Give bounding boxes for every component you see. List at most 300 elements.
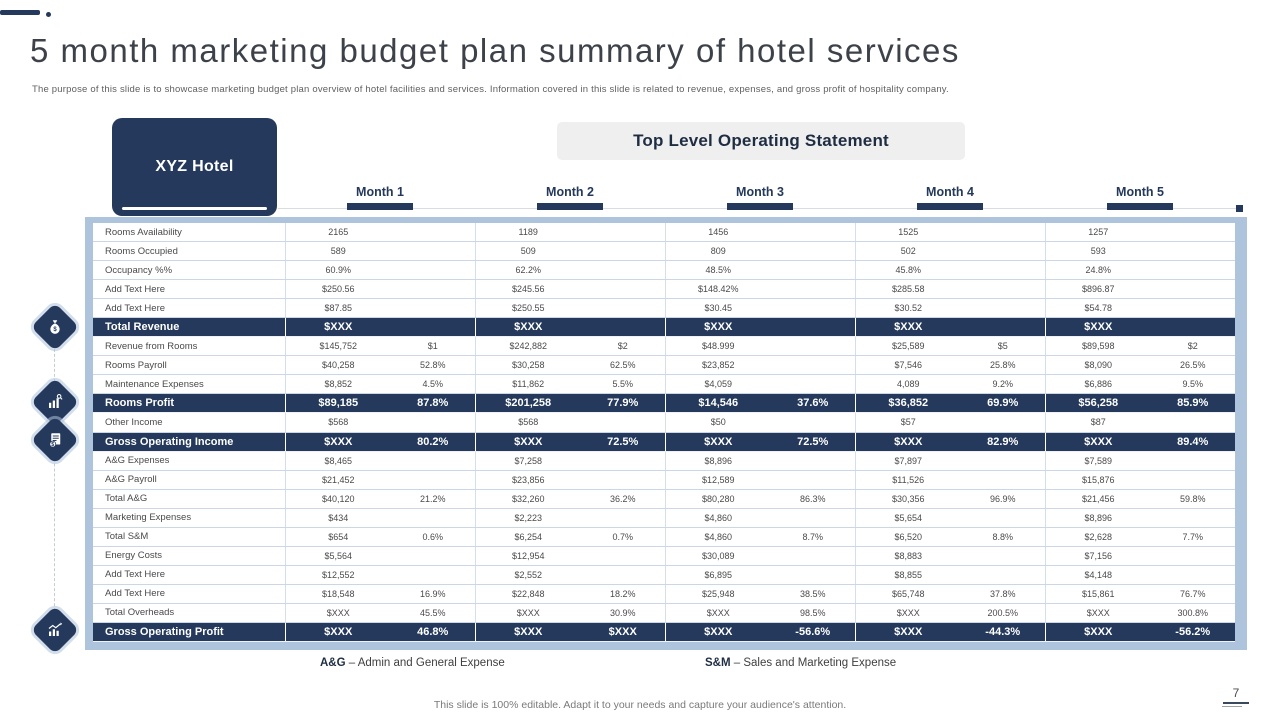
row-label: Energy Costs xyxy=(105,550,163,562)
month-group-cell xyxy=(855,509,1045,527)
amount-cell: $30,356 xyxy=(891,493,925,504)
percent-cell xyxy=(770,547,855,565)
amount-cell: $65,748 xyxy=(891,588,925,599)
month-group-cell xyxy=(475,318,665,336)
footnote-sm-abbr: S&M xyxy=(705,657,731,669)
month-group-cell xyxy=(665,452,855,470)
month-group-cell xyxy=(665,623,855,641)
amount-cell: $XXX xyxy=(704,435,733,448)
amount-cell: $22,848 xyxy=(511,588,545,599)
amount-cell: $8,465 xyxy=(324,455,352,466)
svg-text:$: $ xyxy=(51,442,55,449)
row-label: Rooms Payroll xyxy=(105,359,167,371)
percent-cell: 8.7% xyxy=(802,531,823,542)
percent-cell xyxy=(580,566,665,584)
month-header-label: Month 2 xyxy=(546,185,594,199)
month-group-cell xyxy=(1045,223,1235,241)
table-row xyxy=(93,280,1235,299)
amount-cell: $23,852 xyxy=(701,360,735,371)
month-group-cell xyxy=(475,337,665,355)
month-group-cell xyxy=(475,471,665,489)
row-label: Total S&M xyxy=(105,531,149,543)
amount-cell: $87 xyxy=(1090,417,1106,428)
amount-cell: $12,589 xyxy=(701,474,735,485)
percent-cell xyxy=(960,413,1045,431)
amount-cell: $87.85 xyxy=(324,303,352,314)
month-group-cell xyxy=(285,585,475,603)
percent-cell xyxy=(1150,509,1235,527)
percent-cell: 21.2% xyxy=(419,493,446,504)
amount-cell: $2,628 xyxy=(1084,531,1112,542)
month-group-cell xyxy=(475,528,665,546)
month-group-cell xyxy=(855,585,1045,603)
table-row xyxy=(93,223,1235,242)
amount-cell: $11,526 xyxy=(892,474,925,485)
month-group-cell xyxy=(1045,413,1235,431)
percent-cell: 300.8% xyxy=(1177,607,1208,618)
month-group-cell xyxy=(1045,585,1235,603)
table-row xyxy=(93,547,1235,566)
row-label: Maintenance Expenses xyxy=(105,378,204,390)
amount-cell: 589 xyxy=(330,246,346,257)
amount-cell: $30.52 xyxy=(894,303,922,314)
percent-cell xyxy=(580,242,665,260)
amount-cell: $XXX xyxy=(894,435,923,448)
percent-cell xyxy=(580,299,665,317)
amount-cell: $54.78 xyxy=(1084,303,1112,314)
percent-cell: 8.8% xyxy=(992,531,1013,542)
percent-cell xyxy=(960,547,1045,565)
percent-cell xyxy=(390,280,475,298)
month-group-cell xyxy=(475,547,665,565)
table-row xyxy=(93,413,1235,432)
amount-cell: $30,089 xyxy=(701,550,735,561)
percent-cell xyxy=(1150,452,1235,470)
month-group-cell xyxy=(475,375,665,393)
percent-cell xyxy=(1150,299,1235,317)
month-group-cell xyxy=(665,280,855,298)
amount-cell: $21,456 xyxy=(1081,493,1115,504)
percent-cell xyxy=(960,318,1045,336)
percent-cell xyxy=(580,452,665,470)
month-group-cell xyxy=(285,623,475,641)
percent-cell: $5 xyxy=(997,341,1008,352)
month-group-cell xyxy=(285,337,475,355)
month-group-cell xyxy=(285,509,475,527)
percent-cell xyxy=(390,452,475,470)
amount-cell: $8,896 xyxy=(1084,512,1112,523)
month-group-cell xyxy=(855,604,1045,622)
month-group-cell xyxy=(1045,337,1235,355)
percent-cell: 4.5% xyxy=(422,379,443,390)
amount-cell: $56,258 xyxy=(1078,397,1119,410)
percent-cell: 7.7% xyxy=(1182,531,1203,542)
month-group-cell xyxy=(665,413,855,431)
amount-cell: $15,876 xyxy=(1081,474,1115,485)
month-group-cell xyxy=(665,299,855,317)
table-row xyxy=(93,585,1235,604)
percent-cell: $1 xyxy=(427,341,438,352)
percent-cell xyxy=(390,547,475,565)
page-number-value: 7 xyxy=(1232,686,1240,700)
percent-cell xyxy=(1150,318,1235,336)
month-header-underline xyxy=(917,203,983,210)
hotel-name-label: XYZ Hotel xyxy=(155,158,234,175)
table-row xyxy=(93,337,1235,356)
month-group-cell xyxy=(285,433,475,451)
amount-cell: $242,882 xyxy=(509,341,547,352)
percent-cell xyxy=(390,509,475,527)
month-group-cell xyxy=(285,261,475,279)
table-row xyxy=(93,299,1235,318)
finance-report-icon xyxy=(31,416,79,464)
amount-cell: $7,258 xyxy=(514,455,542,466)
amount-cell: 60.9% xyxy=(325,265,351,276)
month-group-cell xyxy=(475,261,665,279)
percent-cell xyxy=(960,566,1045,584)
percent-cell: $2 xyxy=(1187,341,1198,352)
table-row xyxy=(93,242,1235,261)
amount-cell: 1456 xyxy=(708,227,729,238)
percent-cell: 16.9% xyxy=(419,588,446,599)
percent-cell: 72.5% xyxy=(607,435,639,448)
amount-cell: $89,185 xyxy=(318,397,359,410)
percent-cell xyxy=(770,280,855,298)
amount-cell: $6,520 xyxy=(894,531,922,542)
amount-cell: $4,860 xyxy=(704,531,732,542)
month-group-cell xyxy=(855,433,1045,451)
month-group-cell xyxy=(475,604,665,622)
month-group-cell xyxy=(475,356,665,374)
table-row xyxy=(93,318,1235,337)
row-label: Total Revenue xyxy=(105,321,180,334)
month-group-cell xyxy=(1045,299,1235,317)
table-row xyxy=(93,394,1235,413)
amount-cell: $2,552 xyxy=(514,569,542,580)
amount-cell: $XXX xyxy=(324,435,353,448)
amount-cell: $11,862 xyxy=(512,379,545,390)
amount-cell: $8,896 xyxy=(704,455,732,466)
amount-cell: $32,260 xyxy=(511,493,545,504)
statement-title-label: Top Level Operating Statement xyxy=(633,131,889,150)
table-row xyxy=(93,528,1235,547)
percent-cell: $XXX xyxy=(608,626,637,638)
amount-cell: $XXX xyxy=(324,626,353,638)
amount-cell: 502 xyxy=(900,246,916,257)
svg-text:$: $ xyxy=(53,327,57,334)
percent-cell xyxy=(960,242,1045,260)
finance-report-icon xyxy=(46,431,64,449)
month-group-cell xyxy=(855,528,1045,546)
amount-cell: $6,254 xyxy=(514,531,542,542)
amount-cell: $XXX xyxy=(1084,321,1113,334)
month-group-cell xyxy=(475,433,665,451)
percent-cell: 0.6% xyxy=(422,531,443,542)
percent-cell: 36.2% xyxy=(609,493,636,504)
percent-cell xyxy=(770,471,855,489)
percent-cell xyxy=(770,242,855,260)
percent-cell: 98.5% xyxy=(799,607,826,618)
amount-cell: $21,452 xyxy=(321,474,355,485)
percent-cell: 85.9% xyxy=(1177,397,1209,410)
amount-cell: $250.55 xyxy=(511,303,545,314)
month-group-cell xyxy=(1045,356,1235,374)
amount-cell: 1525 xyxy=(898,227,919,238)
percent-cell xyxy=(960,452,1045,470)
percent-cell: 52.8% xyxy=(419,360,446,371)
amount-cell: 2165 xyxy=(328,227,349,238)
month-group-cell xyxy=(285,413,475,431)
percent-cell xyxy=(770,299,855,317)
amount-cell: $4,148 xyxy=(1084,569,1112,580)
month-group-cell xyxy=(1045,604,1235,622)
month-group-cell xyxy=(285,299,475,317)
amount-cell: $XXX xyxy=(514,321,543,334)
month-group-cell xyxy=(855,623,1045,641)
month-group-cell xyxy=(285,242,475,260)
month-group-cell xyxy=(855,375,1045,393)
percent-cell xyxy=(1150,242,1235,260)
percent-cell xyxy=(580,413,665,431)
percent-cell xyxy=(580,318,665,336)
amount-cell: $285.58 xyxy=(891,284,925,295)
table-row xyxy=(93,471,1235,490)
percent-cell xyxy=(770,356,855,374)
percent-cell: -56.2% xyxy=(1175,626,1211,638)
amount-cell: $4,860 xyxy=(704,512,732,523)
month-header xyxy=(475,185,665,210)
percent-cell: 76.7% xyxy=(1179,588,1206,599)
page-subtitle: The purpose of this slide is to showcase marketing budget plan overview of hotel facilities and services. Information covered in this slide is related to revenue, expenses, and gross profit of hospitality company. xyxy=(32,84,949,95)
percent-cell: 62.5% xyxy=(609,360,636,371)
month-group-cell xyxy=(475,623,665,641)
percent-cell: 38.5% xyxy=(799,588,826,599)
footnote-sm-text: – Sales and Marketing Expense xyxy=(730,657,897,669)
month-group-cell xyxy=(1045,242,1235,260)
month-group-cell xyxy=(475,280,665,298)
month-group-cell xyxy=(285,566,475,584)
month-header-label: Month 1 xyxy=(356,185,404,199)
percent-cell: 18.2% xyxy=(609,588,636,599)
month-group-cell xyxy=(285,318,475,336)
percent-cell xyxy=(580,223,665,241)
month-header-underline xyxy=(1107,203,1173,210)
page-number xyxy=(1222,686,1250,707)
amount-cell: $5,564 xyxy=(324,550,352,561)
percent-cell: 37.8% xyxy=(989,588,1016,599)
month-group-cell xyxy=(1045,375,1235,393)
amount-cell: $8,855 xyxy=(894,569,922,580)
month-group-cell xyxy=(665,566,855,584)
month-group-cell xyxy=(665,261,855,279)
percent-cell xyxy=(1150,547,1235,565)
month-group-cell xyxy=(285,471,475,489)
month-group-cell xyxy=(855,413,1045,431)
month-group-cell xyxy=(665,223,855,241)
percent-cell xyxy=(390,318,475,336)
month-group-cell xyxy=(855,547,1045,565)
amount-cell: $4,059 xyxy=(704,379,732,390)
month-group-cell xyxy=(475,394,665,412)
side-rail-dashed-line xyxy=(54,334,55,626)
percent-cell: 9.2% xyxy=(992,379,1013,390)
amount-cell: $6,895 xyxy=(704,569,732,580)
editable-footer-note: This slide is 100% editable. Adapt it to your needs and capture your audience's attention. xyxy=(433,699,847,711)
month-group-cell xyxy=(1045,528,1235,546)
percent-cell xyxy=(580,280,665,298)
budget-table xyxy=(85,217,1247,650)
top-left-accent-line xyxy=(0,10,40,15)
amount-cell: $80,280 xyxy=(701,493,735,504)
row-label: Occupancy %% xyxy=(105,264,173,276)
month-header-label: Month 3 xyxy=(736,185,784,199)
amount-cell: $XXX xyxy=(516,607,540,618)
month-group-cell xyxy=(285,547,475,565)
amount-cell: $7,546 xyxy=(894,360,922,371)
amount-cell: 62.2% xyxy=(515,265,541,276)
hotel-box-accent-line xyxy=(122,207,267,210)
amount-cell: $XXX xyxy=(324,321,353,334)
month-header-underline xyxy=(537,203,603,210)
page-number-underline-2 xyxy=(1222,706,1242,707)
footnote-ag xyxy=(320,657,505,669)
month-group-cell xyxy=(855,490,1045,508)
bar-chart-search-icon xyxy=(46,393,64,411)
month-group-cell xyxy=(285,394,475,412)
amount-cell: $568 xyxy=(328,417,349,428)
row-label: Add Text Here xyxy=(105,569,166,581)
amount-cell: 593 xyxy=(1090,246,1106,257)
percent-cell: 69.9% xyxy=(987,397,1019,410)
amount-cell: $XXX xyxy=(514,626,543,638)
page-title: 5 month marketing budget plan summary of hotel services xyxy=(30,32,960,69)
footnote-ag-abbr: A&G xyxy=(320,657,346,669)
percent-cell: -44.3% xyxy=(985,626,1021,638)
percent-cell xyxy=(1150,261,1235,279)
month-group-cell xyxy=(285,452,475,470)
month-group-cell xyxy=(665,433,855,451)
percent-cell: 86.3% xyxy=(799,493,826,504)
month-group-cell xyxy=(1045,280,1235,298)
amount-cell: 24.8% xyxy=(1085,265,1111,276)
month-group-cell xyxy=(475,223,665,241)
month-group-cell xyxy=(475,509,665,527)
growth-chart-icon xyxy=(31,606,79,654)
amount-cell: 809 xyxy=(710,246,726,257)
amount-cell: $250.56 xyxy=(321,284,355,295)
amount-cell: $89,598 xyxy=(1081,341,1115,352)
month-group-cell xyxy=(1045,566,1235,584)
percent-cell: 9.5% xyxy=(1182,379,1203,390)
month-group-cell xyxy=(475,413,665,431)
percent-cell xyxy=(960,261,1045,279)
row-label: Gross Operating Income xyxy=(105,435,234,448)
amount-cell: $654 xyxy=(328,531,349,542)
month-header xyxy=(855,185,1045,210)
month-group-cell xyxy=(855,242,1045,260)
month-group-cell xyxy=(665,242,855,260)
table-row xyxy=(93,452,1235,471)
percent-cell xyxy=(580,471,665,489)
amount-cell: $40,120 xyxy=(321,493,355,504)
hotel-name-box xyxy=(112,118,277,216)
amount-cell: $8,090 xyxy=(1084,360,1112,371)
month-group-cell xyxy=(665,471,855,489)
month-header-label: Month 4 xyxy=(926,185,974,199)
amount-cell: $568 xyxy=(518,417,539,428)
amount-cell: $18,548 xyxy=(321,588,355,599)
percent-cell: 5.5% xyxy=(612,379,633,390)
amount-cell: $XXX xyxy=(1084,626,1113,638)
percent-cell xyxy=(960,223,1045,241)
month-group-cell xyxy=(855,471,1045,489)
amount-cell: $XXX xyxy=(704,626,733,638)
month-header-underline xyxy=(347,203,413,210)
month-group-cell xyxy=(1045,318,1235,336)
month-group-cell xyxy=(665,356,855,374)
month-group-cell xyxy=(475,585,665,603)
percent-cell xyxy=(390,566,475,584)
percent-cell xyxy=(390,413,475,431)
month-group-cell xyxy=(285,604,475,622)
percent-cell: 25.8% xyxy=(989,360,1016,371)
percent-cell xyxy=(390,471,475,489)
percent-cell xyxy=(770,509,855,527)
amount-cell: $XXX xyxy=(326,607,350,618)
month-group-cell xyxy=(665,604,855,622)
amount-cell: $57 xyxy=(900,417,916,428)
month-group-cell xyxy=(855,337,1045,355)
percent-cell xyxy=(390,223,475,241)
amount-cell: $8,852 xyxy=(324,379,352,390)
amount-cell: $XXX xyxy=(1086,607,1110,618)
month-group-cell xyxy=(475,566,665,584)
percent-cell: 26.5% xyxy=(1179,360,1206,371)
percent-cell xyxy=(1150,566,1235,584)
amount-cell: $7,589 xyxy=(1084,455,1112,466)
month-group-cell xyxy=(475,490,665,508)
month-group-cell xyxy=(1045,471,1235,489)
percent-cell: 77.9% xyxy=(607,397,639,410)
month-group-cell xyxy=(285,223,475,241)
percent-cell: 200.5% xyxy=(987,607,1018,618)
money-bag-icon xyxy=(46,318,64,336)
month-group-cell xyxy=(1045,509,1235,527)
amount-cell: $896.87 xyxy=(1081,284,1115,295)
amount-cell: $148.42% xyxy=(697,284,739,295)
amount-cell: $48.999 xyxy=(701,341,735,352)
month-group-cell xyxy=(475,452,665,470)
amount-cell: $6,886 xyxy=(1084,379,1112,390)
month-group-cell xyxy=(1045,433,1235,451)
month-group-cell xyxy=(855,394,1045,412)
percent-cell xyxy=(770,375,855,393)
percent-cell xyxy=(770,223,855,241)
month-header-underline xyxy=(727,203,793,210)
amount-cell: $36,852 xyxy=(888,397,929,410)
table-row xyxy=(93,566,1235,585)
percent-cell xyxy=(580,261,665,279)
month-group-cell xyxy=(665,547,855,565)
month-group-cell xyxy=(665,337,855,355)
amount-cell: 1257 xyxy=(1088,227,1109,238)
percent-cell: 80.2% xyxy=(417,435,449,448)
row-label: A&G Payroll xyxy=(105,474,157,486)
amount-cell: $2,223 xyxy=(514,512,542,523)
month-group-cell xyxy=(855,261,1045,279)
amount-cell: $14,546 xyxy=(698,397,739,410)
percent-cell xyxy=(390,261,475,279)
